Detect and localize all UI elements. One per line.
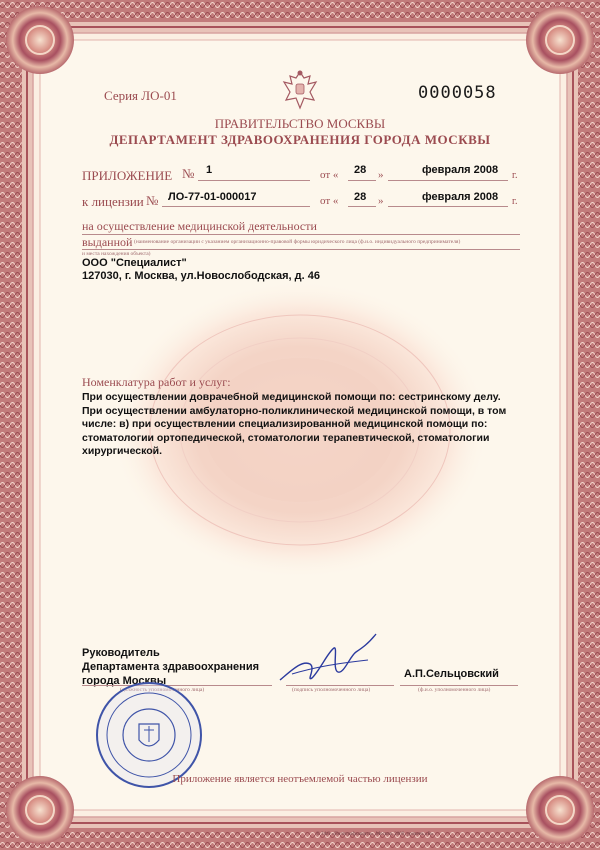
position-line: Руководитель (82, 647, 160, 659)
appendix-day: 28 (354, 164, 367, 176)
appendix-month-year: февраля 2008 (422, 164, 499, 176)
organization-address: 127030, г. Москва, ул.Новослободская, д. 46 (82, 270, 320, 282)
appendix-label: ПРИЛОЖЕНИЕ (82, 168, 173, 183)
organization-name: ООО "Специалист" (82, 257, 187, 269)
hint-name: (ф.и.о. уполномоченного лица) (418, 687, 491, 693)
license-day: 28 (354, 191, 367, 203)
appendix-quote-close: » (378, 169, 384, 181)
license-month-year: февраля 2008 (422, 191, 499, 203)
location-hint: и места нахождения объекта) (82, 251, 151, 257)
issued-hint: (наименование организации с указанием организационно-правовой формы юридического лица (ф.и.о. индивидуального предпринимателя) (134, 239, 461, 245)
nomenclature-line: При осуществлении амбулаторно-поликлинической медицинской помощи, в том (82, 404, 507, 417)
coat-of-arms-icon (280, 68, 320, 112)
footer-note: Приложение является неотъемлемой частью лицензии (172, 773, 428, 785)
department-title: ДЕПАРТАМЕНТ ЗДРАВООХРАНЕНИЯ ГОРОДА МОСКВЫ (109, 132, 491, 147)
license-from-label: от « (320, 195, 339, 207)
license-label: к лицензии (82, 194, 144, 209)
nomenclature-line: стоматологии ортопедической, стоматологии терапевтической, стоматологии (82, 431, 490, 444)
position-line: Департамента здравоохранения (82, 661, 259, 673)
government-title: ПРАВИТЕЛЬСТВО МОСКВЫ (214, 116, 386, 131)
signer-name: А.П.Сельцовский (404, 668, 499, 680)
series-label: Серия ЛО-01 (104, 88, 177, 103)
printer-imprint: © ЗАО «Полиграфзащита», Москва, 2008, уровень «В» (316, 832, 434, 837)
nomenclature-line: числе: в) при осуществлении специализированной медицинской помощи по: (82, 418, 488, 430)
hint-signature: (подпись уполномоченного лица) (292, 687, 371, 693)
license-number: ЛО-77-01-000017 (168, 191, 257, 203)
nomenclature-title: Номенклатура работ и услуг: (82, 375, 231, 389)
nomenclature-line: При осуществлении доврачебной медицинской помощи по: сестринскому делу. (82, 391, 501, 403)
position-line: города Москвы (82, 675, 167, 687)
license-year-suffix: г. (512, 196, 518, 207)
appendix-number: 1 (206, 164, 213, 176)
nomenclature-line: хирургической. (82, 445, 163, 457)
appendix-year-suffix: г. (512, 170, 518, 181)
issued-label: выданной (82, 235, 133, 249)
hint-position: (должность уполномоченного лица) (120, 687, 205, 693)
handwritten-signature (272, 630, 382, 690)
appendix-num-sign: № (182, 166, 195, 181)
license-quote-close: » (378, 195, 384, 207)
nomenclature-body (82, 391, 522, 459)
license-num-sign: № (146, 193, 159, 208)
appendix-from-label: от « (320, 169, 339, 181)
document-number: 0000058 (418, 83, 497, 103)
activity-line: на осуществление медицинской деятельности (82, 219, 317, 233)
